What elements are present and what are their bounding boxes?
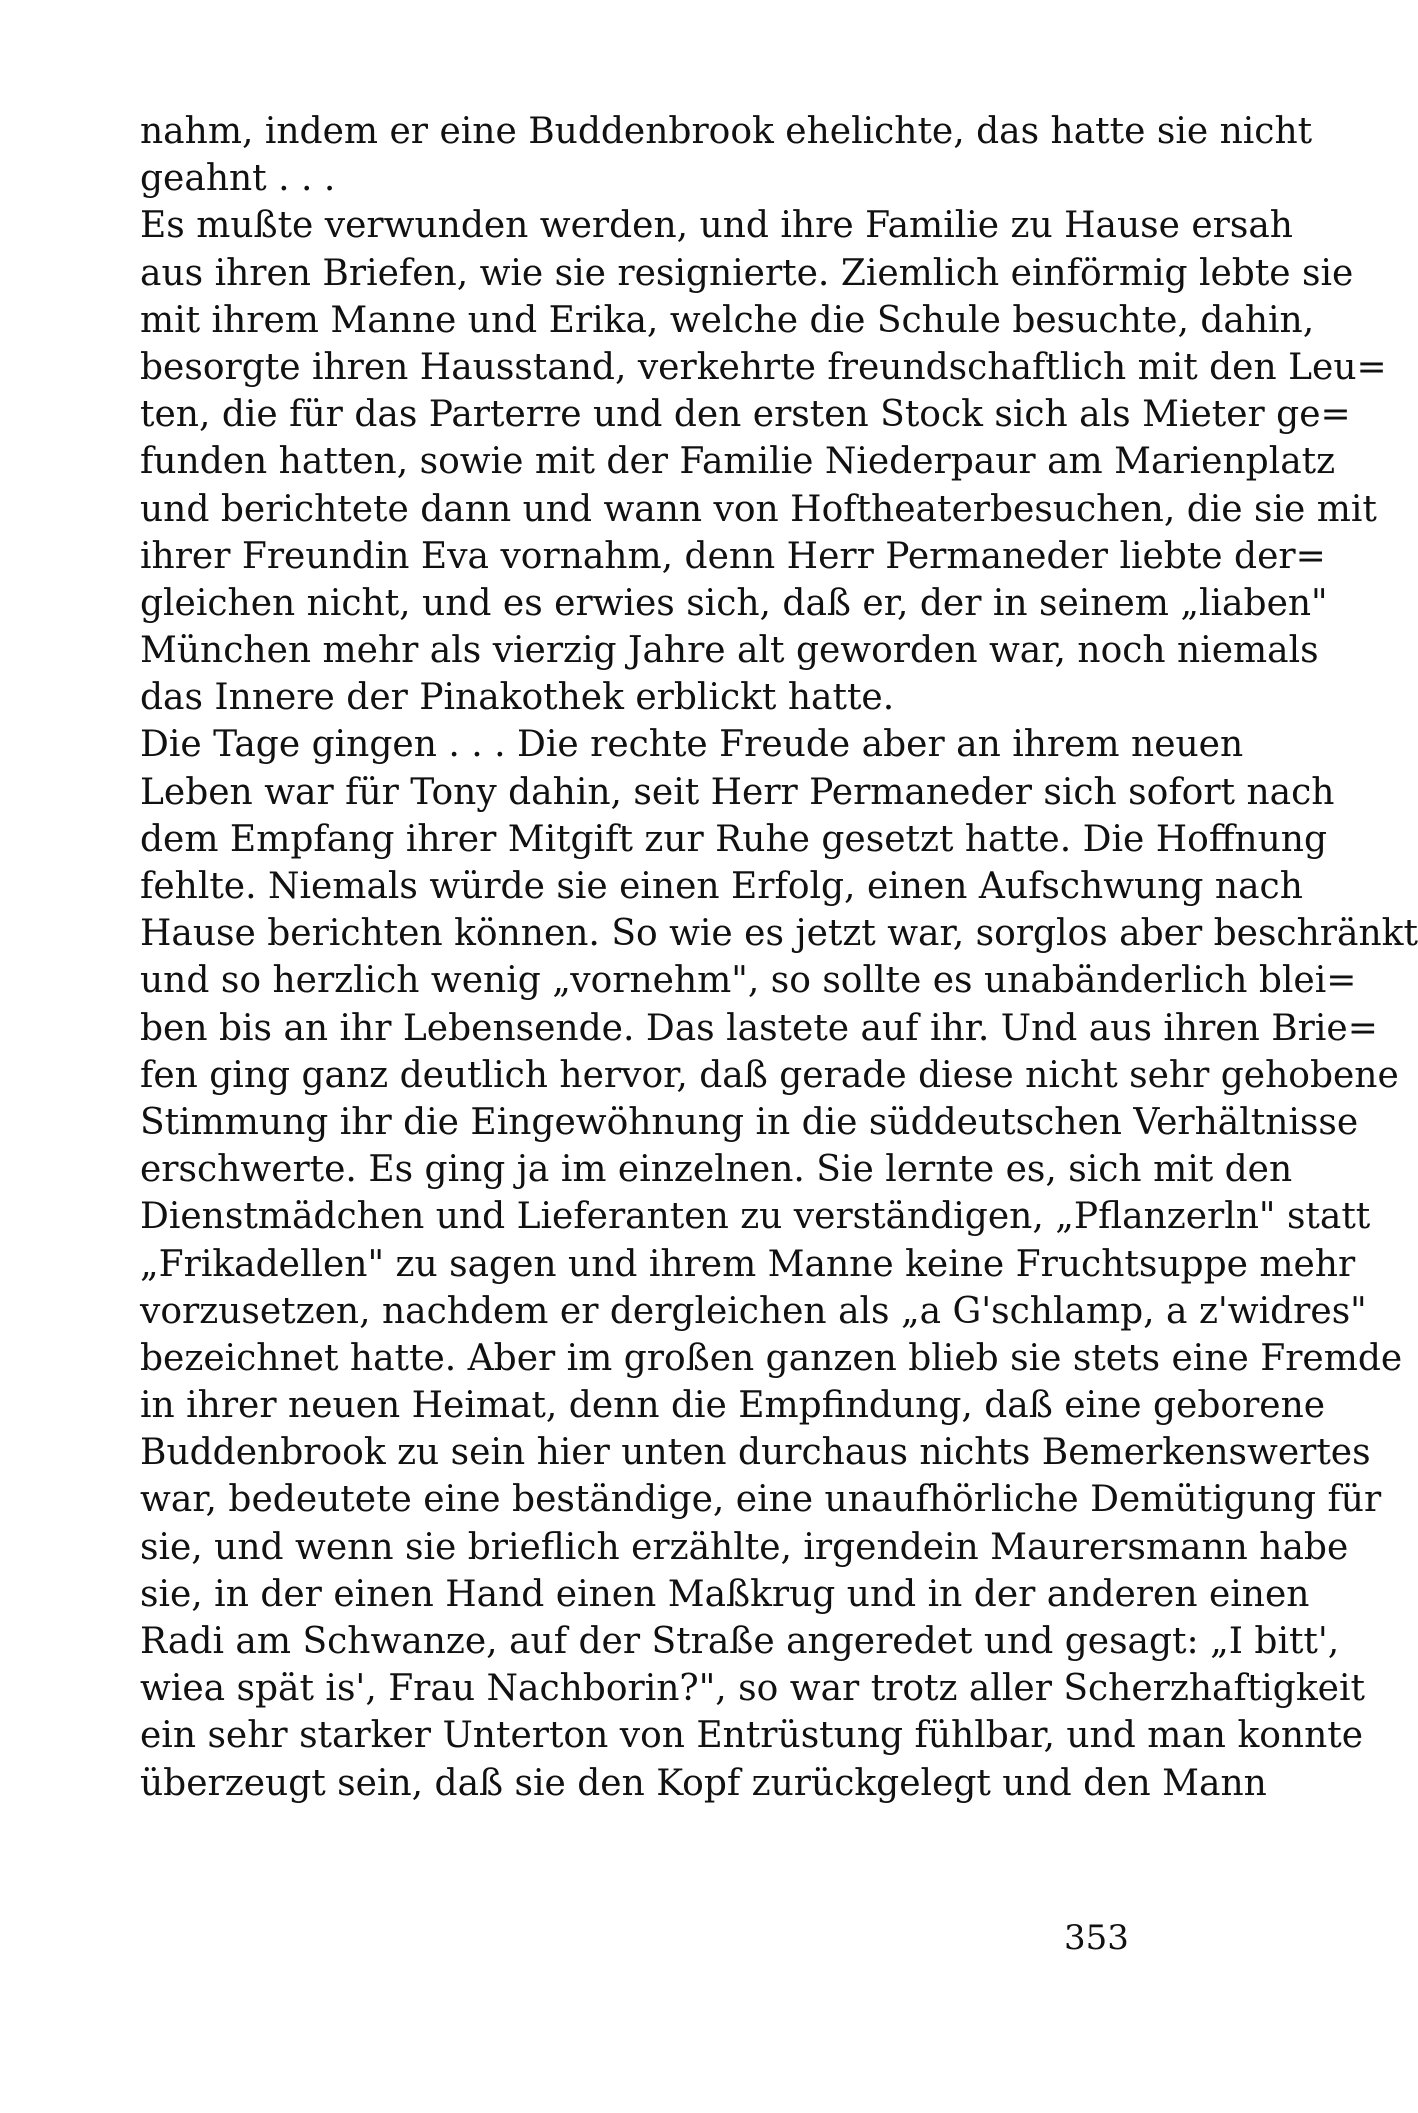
text-line: Die Tage gingen . . . Die rechte Freude aber an ihrem neuen [140, 724, 1244, 766]
text-line: dem Empfang ihrer Mitgift zur Ruhe gesetzt hatte. Die Hoffnung [140, 818, 1327, 860]
text-line: erschwerte. Es ging ja im einzelnen. Sie lernte es, sich mit den [140, 1149, 1293, 1191]
text-line: Leben war für Tony dahin, seit Herr Permaneder sich sofort nach [140, 771, 1335, 813]
text-line: „Frikadellen" zu sagen und ihrem Manne keine Fruchtsuppe mehr [140, 1243, 1356, 1285]
text-line: und so herzlich wenig „vornehm", so sollte es unabänderlich blei= [140, 960, 1357, 1002]
text-line: das Innere der Pinakothek erblickt hatte. [140, 677, 895, 719]
text-line: Es mußte verwunden werden, und ihre Familie zu Hause ersah [140, 205, 1293, 247]
text-line: gleichen nicht, und es erwies sich, daß er, der in seinem „liaben" [140, 582, 1328, 624]
text-line: sie, in der einen Hand einen Maßkrug und in der anderen einen [140, 1573, 1310, 1615]
text-line: besorgte ihren Hausstand, verkehrte freundschaftlich mit den Leu= [140, 346, 1387, 388]
text-line: Dienstmädchen und Lieferanten zu verständigen, „Pflanzerln" statt [140, 1196, 1371, 1238]
text-line: Radi am Schwanze, auf der Straße angeredet und gesagt: „I bitt', [140, 1621, 1340, 1662]
text-line: nahm, indem er eine Buddenbrook ehelichte, das hatte sie nicht [140, 111, 1313, 152]
text-line: ein sehr starker Unterton von Entrüstung fühlbar, und man konnte [140, 1715, 1364, 1757]
text-line: fehlte. Niemals würde sie einen Erfolg, einen Aufschwung nach [140, 866, 1303, 907]
text-line: funden hatten, sowie mit der Familie Niederpaur am Marienplatz [140, 441, 1336, 483]
text-line: war, bedeutete eine beständige, eine unaufhörliche Demütigung für [140, 1479, 1382, 1521]
text-line: fen ging ganz deutlich hervor, daß gerade diese nicht sehr gehobene [140, 1054, 1399, 1096]
text-line: und berichtete dann und wann von Hoftheaterbesuchen, die sie mit [140, 488, 1377, 530]
text-line: wiea spät is', Frau Nachborin?", so war trotz aller Scherzhaftigkeit [140, 1668, 1365, 1710]
text-line: bezeichnet hatte. Aber im großen ganzen blieb sie stets eine Fremde [140, 1337, 1403, 1379]
text-line: geahnt . . . [140, 158, 336, 200]
text-line: aus ihren Briefen, wie sie resignierte. Ziemlich einförmig lebte sie [140, 252, 1354, 294]
text-line: überzeugt sein, daß sie den Kopf zurückgelegt und den Mann [140, 1762, 1267, 1804]
text-line: in ihrer neuen Heimat, denn die Empfindung, daß eine geborene [140, 1385, 1326, 1427]
text-line: Hause berichten können. So wie es jetzt war, sorglos aber beschränkt [140, 913, 1418, 955]
body-text [140, 108, 1418, 1807]
text-line: München mehr als vierzig Jahre alt geworden war, noch niemals [140, 630, 1319, 672]
text-line: Buddenbrook zu sein hier unten durchaus nichts Bemerkenswertes [140, 1432, 1371, 1474]
text-line: Stimmung ihr die Eingewöhnung in die süddeutschen Verhältnisse [140, 1101, 1359, 1143]
text-line: mit ihrem Manne und Erika, welche die Schule besuchte, dahin, [140, 299, 1315, 341]
text-line: ben bis an ihr Lebensende. Das lastete auf ihr. Und aus ihren Brie= [140, 1007, 1378, 1049]
text-line: vorzusetzen, nachdem er dergleichen als „a G'schlamp, a z'widres" [140, 1290, 1367, 1332]
page-number: 353 [1064, 1918, 1129, 1958]
text-line: ihrer Freundin Eva vornahm, denn Herr Permaneder liebte der= [140, 535, 1326, 577]
text-line: sie, und wenn sie brieflich erzählte, irgendein Maurersmann habe [140, 1526, 1349, 1568]
text-line: ten, die für das Parterre und den ersten Stock sich als Mieter ge= [140, 394, 1351, 436]
